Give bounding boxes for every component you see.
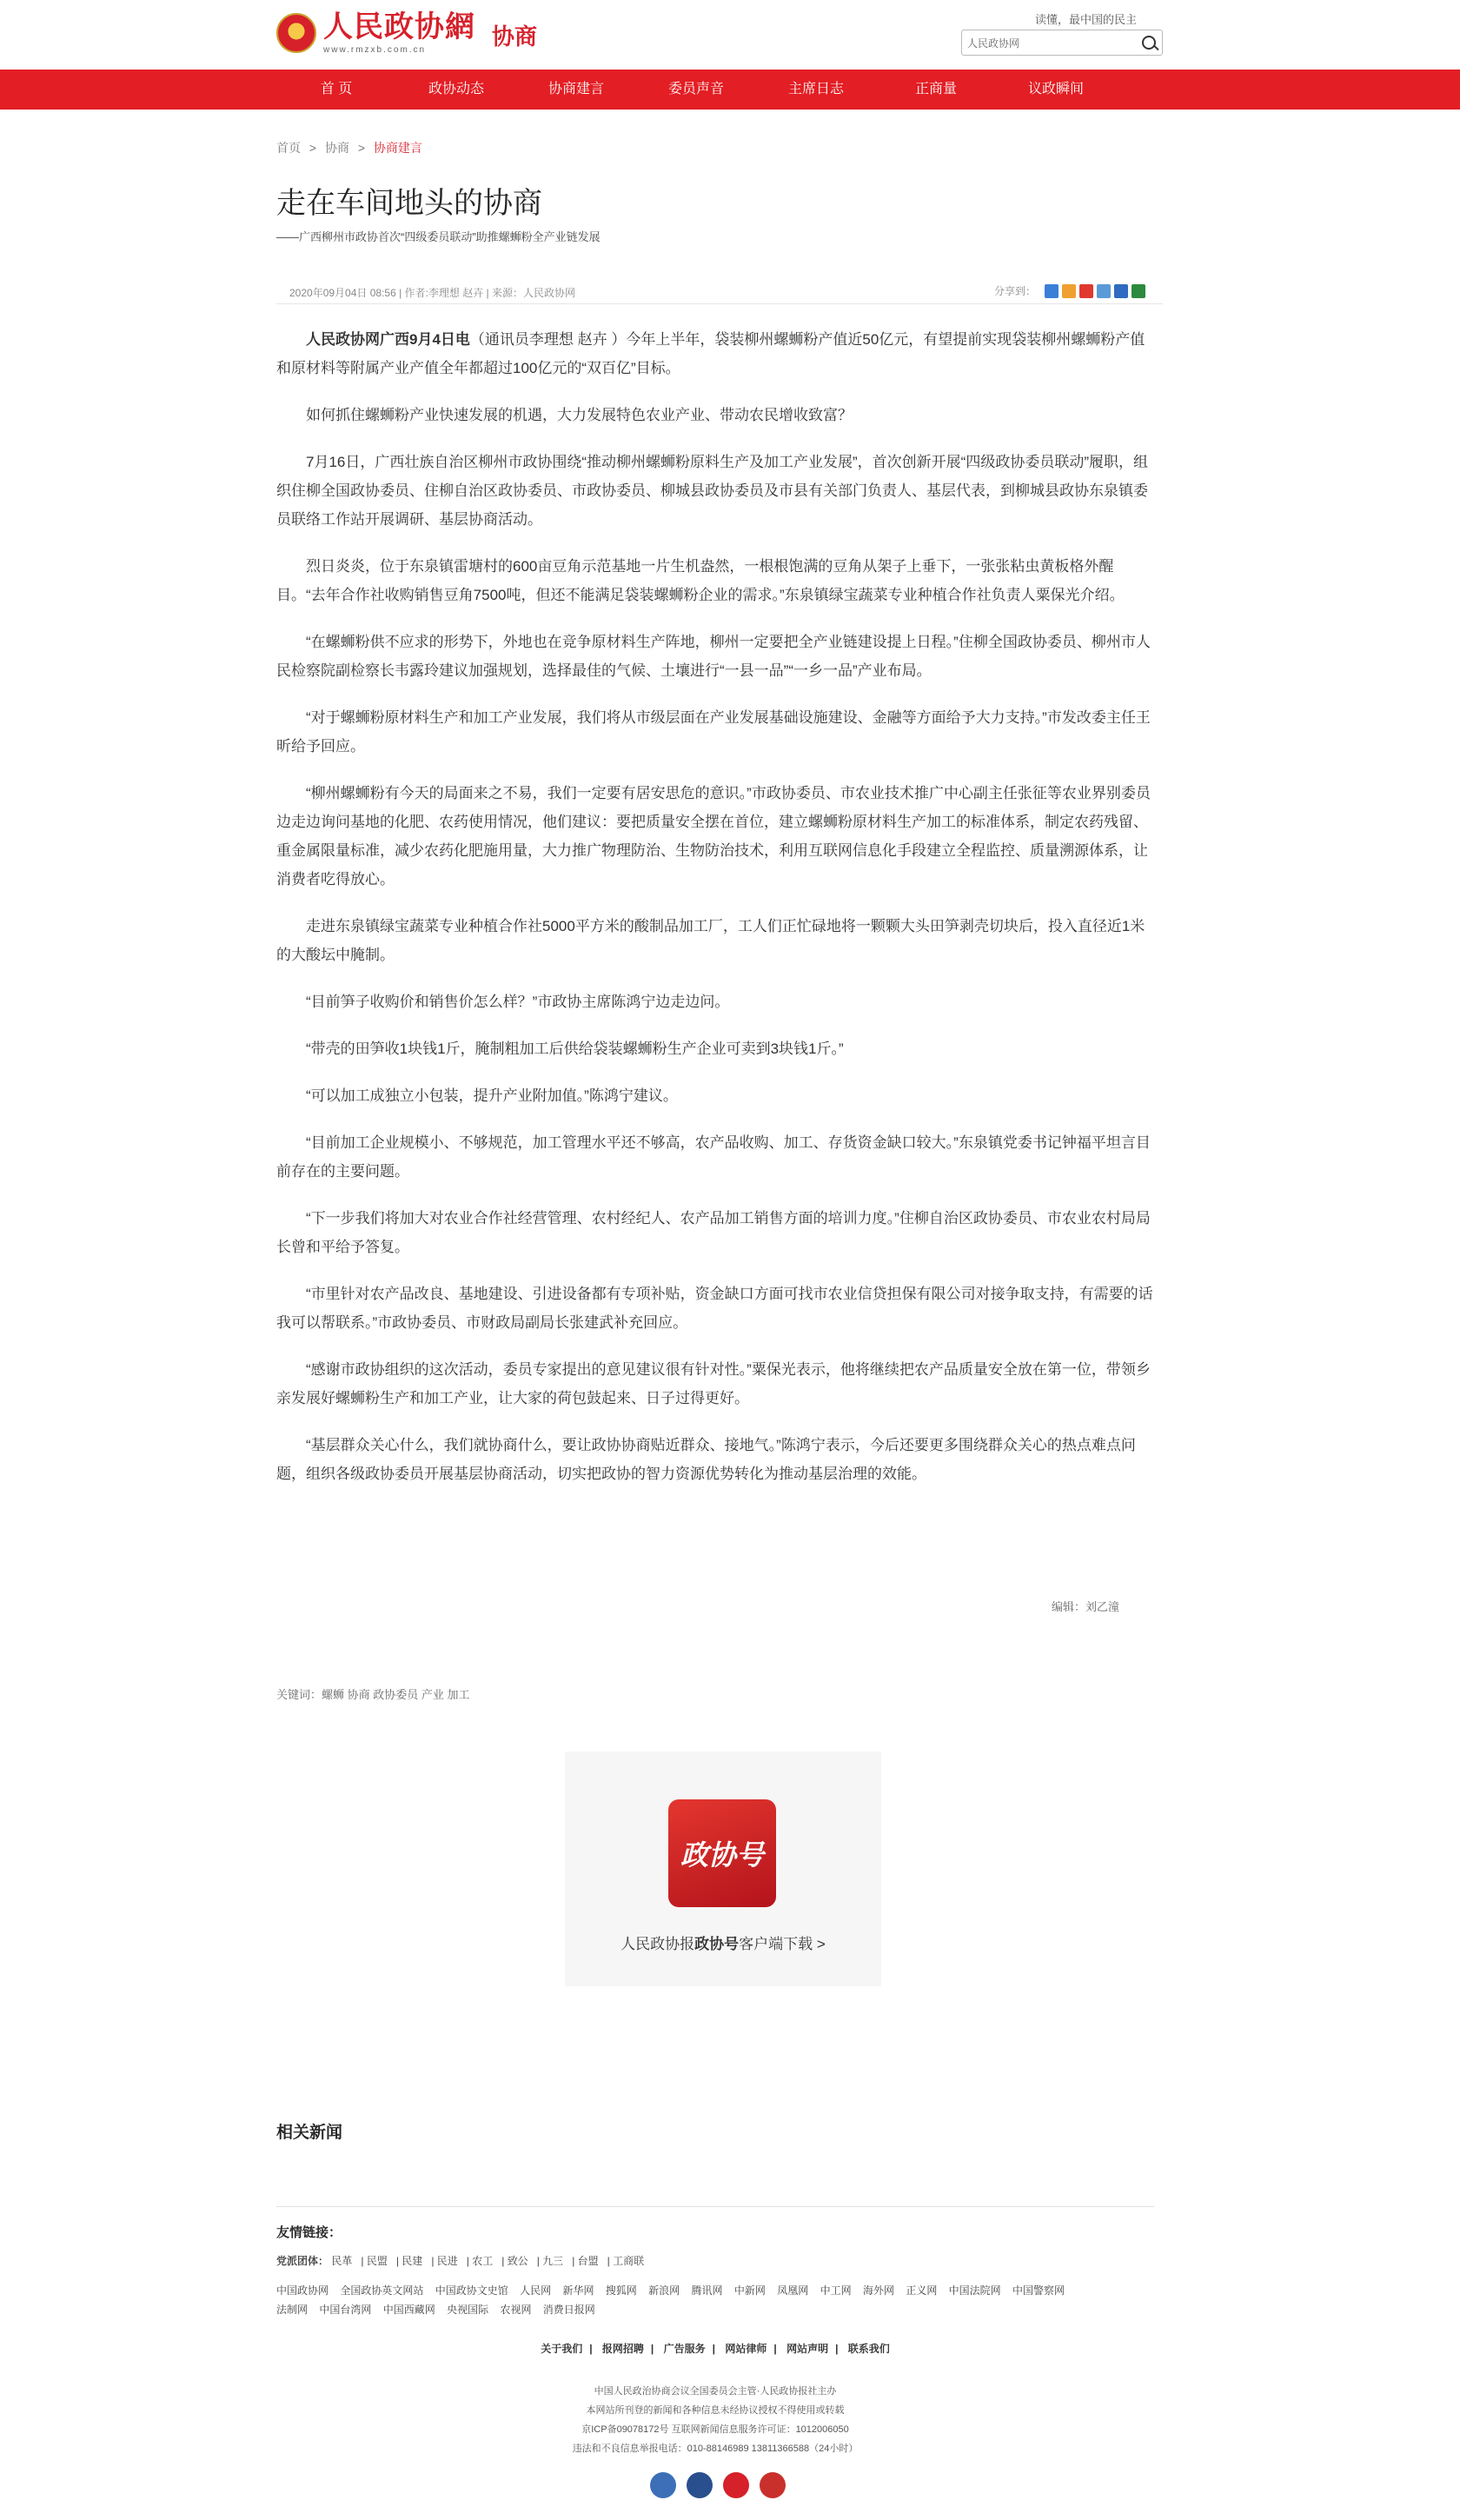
share-qzone-icon[interactable]	[1062, 284, 1076, 298]
article-body	[276, 325, 1154, 1506]
app-cta-prefix: 人民政协报	[620, 1936, 695, 1952]
article-paragraph: 如何抓住螺蛳粉产业快速发展的机遇，大力发展特色农业产业、带动农民增收致富？	[306, 407, 853, 423]
article-paragraph: “下一步我们将加大对农业合作社经营管理、农村经纪人、农产品加工销售方面的培训力度。”住柳自治区政协委员、市农业农村局局长曾和平给予答复。	[276, 1210, 1151, 1255]
article-meta-text: 2020年09月04日 08:56 | 作者:李理想 赵卉 | 来源：人民政协网	[289, 287, 575, 299]
footer-info-line: 违法和不良信息举报电话：010-88146989 13811366588（24小时）	[572, 2444, 859, 2454]
link-item[interactable]: 中国台湾网	[319, 2304, 372, 2316]
link-item[interactable]: 新浪网	[648, 2284, 680, 2297]
app-download-card[interactable]	[565, 1752, 881, 1986]
nav-discussion[interactable]: 正商量	[914, 82, 957, 96]
link-item[interactable]: 海外网	[862, 2284, 894, 2297]
nav-cppcc-news[interactable]: 政协动态	[428, 82, 484, 96]
nav-consultation[interactable]: 协商建言	[548, 82, 604, 96]
article-paragraph: “在螺蛳粉供不应求的形势下，外地也在竞争原材料生产阵地，柳州一定要把全产业链建设提上日程。”住柳全国政协委员、柳州市人民检察院副检察长韦露玲建议加强规划，选择最佳的气候、土壤进行“一县一品”“一乡一品”产业布局。	[276, 634, 1151, 679]
police-badge-icon[interactable]	[687, 2472, 713, 2498]
slogan: 读懂，最中国的民主	[1034, 13, 1137, 26]
link-item[interactable]: 中国法院网	[948, 2284, 1001, 2297]
breadcrumb-home[interactable]: 首页	[276, 141, 301, 155]
article-paragraph: “柳州螺蛳粉有今天的局面来之不易，我们一定要有居安思危的意识。”市政协委员、市农业技术推广中心副主任张征等农业界别委员边走边询问基地的化肥、农药使用情况，他们建议：要把质量安全摆在首位，建立螺蛳粉原材料生产加工的标准体系，制定农药残留、重金属限量标准，减少农药化肥施用量，大力推广物理防治、生物防治技术，利用互联网信息化手段建立全程监控、质量溯源体系，让消费者吃得放心。	[276, 785, 1151, 888]
lead-text: （通讯员李理想 赵卉 ）今年上半年，袋装柳州螺蛳粉产值近50亿元，有望提前实现袋装柳州螺蛳粉产值和原材料等附属产业产值全年都超过100亿元的“双百亿”目标。	[276, 331, 1145, 376]
app-logo-icon[interactable]: 政协号	[668, 1799, 776, 1907]
footer-sep: |	[589, 2343, 593, 2355]
party-links: 党派团体： 民革 | 民盟 | 民建 | 民进 | 农工 | 致公 | 九三 | 台盟 | 工商联	[276, 2255, 645, 2267]
link-item[interactable]: 中国政协网	[276, 2284, 329, 2297]
breadcrumb-section[interactable]: 协商	[324, 141, 349, 155]
link-item[interactable]: 民建	[402, 2255, 423, 2267]
nav-moments[interactable]: 议政瞬间	[1027, 82, 1084, 96]
link-item[interactable]: 台盟	[577, 2255, 599, 2267]
footer-info	[276, 2382, 1154, 2458]
search-icon[interactable]	[1136, 30, 1162, 55]
footer-contact[interactable]: 联系我们	[847, 2343, 890, 2355]
emblem-badge-icon[interactable]	[760, 2472, 786, 2498]
share-renren-icon[interactable]	[1114, 284, 1128, 298]
footer-jobs[interactable]: 报网招聘	[601, 2343, 644, 2355]
link-item[interactable]: 法制网	[276, 2304, 309, 2316]
link-item[interactable]: 人民网	[520, 2284, 552, 2297]
channel-name[interactable]: 协商	[492, 23, 538, 50]
link-item[interactable]: 农视网	[500, 2304, 532, 2316]
footer-statement[interactable]: 网站声明	[786, 2343, 829, 2355]
friend-links-title: 友情链接：	[276, 2225, 342, 2240]
link-item[interactable]: 民革	[331, 2255, 353, 2267]
nav-home[interactable]: 首 页	[320, 82, 353, 96]
footer-sep: |	[773, 2343, 777, 2355]
link-item[interactable]: 腾讯网	[691, 2284, 723, 2297]
article-paragraph: 烈日炎炎，位于东泉镇雷塘村的600亩豆角示范基地一片生机盎然，一根根饱满的豆角从架子上垂下，一张张粘虫黄板格外醒目。“去年合作社收购销售豆角7500吨，但还不能满足袋装螺蛳粉企业的需求。”东泉镇绿宝蔬菜专业种植合作社负责人粟保光介绍。	[276, 558, 1125, 603]
article-paragraph: “感谢市政协组织的这次活动，委员专家提出的意见建议很有针对性。”粟保光表示，他将继续把农产品质量安全放在第一位，带领乡亲发展好螺蛳粉生产和加工产业，让大家的荷包鼓起来、日子过得更好。	[276, 1361, 1151, 1406]
breadcrumb-current[interactable]: 协商建言	[373, 141, 422, 155]
logo-title: 人民政协網	[323, 10, 475, 44]
share-tencent-icon[interactable]	[1097, 284, 1111, 298]
footer-info-line: 京ICP备09078172号 互联网新闻信息服务许可证：1012006050	[581, 2424, 849, 2435]
credit-badge-icon[interactable]	[650, 2472, 676, 2498]
article-meta	[276, 285, 1163, 304]
article-paragraph: “目前加工企业规模小、不够规范，加工管理水平还不够高，农产品收购、加工、存货资金缺口较大。”东泉镇党委书记钟福平坦言目前存在的主要问题。	[276, 1134, 1151, 1180]
article-subtitle: ——广西柳州市政协首次“四级委员联动”助推螺蛳粉全产业链发展	[276, 230, 601, 243]
link-item[interactable]: 中国西藏网	[382, 2304, 435, 2316]
related-news-title: 相关新闻	[276, 2124, 343, 2142]
link-item[interactable]: 中新网	[733, 2284, 766, 2297]
footer-info-line: 本网站所刊登的新闻和各种信息未经协议授权不得使用或转载	[586, 2405, 845, 2416]
share-bar	[994, 283, 1145, 298]
link-item[interactable]: 致公	[507, 2255, 528, 2267]
link-item[interactable]: 消费日报网	[542, 2304, 595, 2316]
site-logo[interactable]	[276, 10, 475, 55]
article-lead	[276, 325, 1154, 382]
link-item[interactable]: 正义网	[906, 2284, 938, 2297]
link-item[interactable]: 凤凰网	[777, 2284, 809, 2297]
footer-info-line: 中国人民政治协商会议全国委员会主管·人民政协报社主办	[594, 2386, 837, 2397]
link-item[interactable]: 九三	[542, 2255, 564, 2267]
footer-sep: |	[712, 2343, 715, 2355]
article-paragraph: “目前笋子收购价和销售价怎么样？”市政协主席陈鸿宁边走边问。	[306, 994, 730, 1010]
report-badge-icon[interactable]	[723, 2472, 749, 2498]
article-paragraph: 7月16日，广西壮族自治区柳州市政协围绕“推动柳州螺蛳粉原料生产及加工产业发展”，首次创新开展“四级政协委员联动”履职，组织住柳全国政协委员、住柳自治区政协委员、市政协委员、柳城县政协委员及市县有关部门负责人、基层代表，到柳城县政协东泉镇委员联络工作站开展调研、基层协商活动。	[276, 454, 1149, 528]
article-paragraph: “带壳的田笋收1块钱1斤，腌制粗加工后供给袋装螺蛳粉生产企业可卖到3块钱1斤。”	[306, 1041, 844, 1057]
link-item[interactable]: 中国警察网	[1012, 2284, 1065, 2297]
keywords: 关键词：螺蛳 协商 政协委员 产业 加工	[276, 1688, 470, 1701]
link-item[interactable]: 中国政协文史馆	[435, 2284, 508, 2297]
breadcrumb-sep: >	[309, 141, 317, 155]
link-item[interactable]: 央视国际	[447, 2304, 489, 2316]
share-label: 分享到：	[993, 285, 1036, 297]
link-item[interactable]: 工商联	[613, 2255, 645, 2267]
nav-chairman-log[interactable]: 主席日志	[787, 82, 844, 96]
article-paragraph: “市里针对农产品改良、基地建设、引进设备都有专项补贴，资金缺口方面可找市农业信贷担保有限公司对接争取支持，有需要的话我可以帮联系。”市政协委员、市财政局副局长张建武补充回应。	[276, 1286, 1153, 1331]
article-paragraph: “基层群众关心什么，我们就协商什么，要让政协协商贴近群众、接地气。”陈鸿宁表示，今后还要更多围绕群众关心的热点难点问题，组织各级政协委员开展基层协商活动，切实把政协的智力资源优势转化为推动基层治理的效能。	[276, 1437, 1136, 1482]
dateline: 人民政协网广西9月4日电	[306, 331, 470, 348]
link-item[interactable]: 搜狐网	[605, 2284, 637, 2297]
link-item[interactable]: 新华网	[562, 2284, 594, 2297]
footer-ads[interactable]: 广告服务	[663, 2343, 706, 2355]
app-cta-suffix: 客户端下载 >	[739, 1936, 826, 1952]
article-paragraph: 走进东泉镇绿宝蔬菜专业种植合作社5000平方米的酸制品加工厂，工人们正忙碌地将一颗颗大头田笋剥壳切块后，投入直径近1米的大酸坛中腌制。	[276, 918, 1145, 963]
article-title: 走在车间地头的协商	[276, 187, 542, 220]
link-item[interactable]: 中工网	[820, 2284, 852, 2297]
footer-lawyer[interactable]: 网站律师	[725, 2343, 767, 2355]
search-box	[961, 30, 1163, 56]
app-cta-name: 政协号	[694, 1936, 740, 1952]
emblem-icon	[276, 13, 316, 53]
share-weibo-icon[interactable]	[1079, 284, 1093, 298]
share-plus-icon[interactable]	[1045, 284, 1058, 298]
logo-url: www.rmzxb.com.cn	[323, 45, 427, 55]
party-label: 党派团体：	[276, 2255, 329, 2267]
nav-member-voice[interactable]: 委员声音	[667, 82, 724, 96]
article-paragraph: “对于螺蛳粉原材料生产和加工产业发展，我们将从市级层面在产业发展基础设施建设、金融等方面给予大力支持。”市发改委主任王昕给予回应。	[276, 709, 1151, 755]
article-paragraph: “可以加工成独立小包装，提升产业附加值。”陈鸿宁建议。	[306, 1087, 678, 1104]
app-download-link[interactable]	[565, 1932, 881, 1953]
footer-links	[276, 2341, 1154, 2356]
footer-sep: |	[835, 2343, 839, 2355]
friend-links	[276, 2206, 1154, 2319]
media-links	[276, 2281, 1154, 2319]
site-header	[276, 0, 1163, 70]
main-nav	[0, 70, 1460, 110]
link-item[interactable]: 农工	[472, 2255, 494, 2267]
link-item[interactable]: 民进	[436, 2255, 458, 2267]
link-item[interactable]: 民盟	[366, 2255, 388, 2267]
share-wechat-icon[interactable]	[1132, 284, 1145, 298]
breadcrumb	[276, 139, 1163, 156]
footer-about[interactable]: 关于我们	[541, 2343, 583, 2355]
footer-sep: |	[650, 2343, 654, 2355]
breadcrumb-sep: >	[357, 141, 366, 155]
footer-badges	[650, 2472, 796, 2498]
editor-credit: 编辑：刘乙潼	[1051, 1600, 1119, 1613]
search-input[interactable]	[962, 30, 1136, 55]
link-item[interactable]: 全国政协英文网站	[340, 2284, 424, 2297]
